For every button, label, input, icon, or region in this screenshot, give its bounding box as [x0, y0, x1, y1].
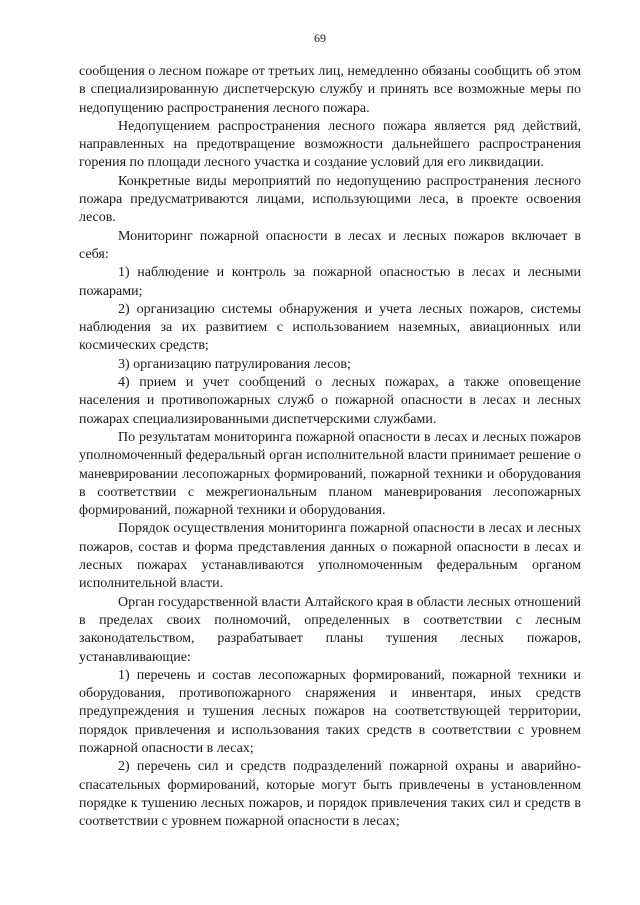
- list-item-monitoring-3: 3) организацию патрулирования лесов;: [118, 356, 351, 372]
- paragraph-fire-report-continuation: сообщения о лесном пожаре от третьих лиц, немедленно обязаны сообщить об этом в специализированную диспетчерскую службу и принять все возможные меры по недопущению распространения лесного пожара.: [79, 64, 581, 116]
- document-body: [79, 63, 581, 831]
- list-item-plan-2: 2) перечень сил и средств подразделений пожарной охраны и аварийно-спасательных формирований, которые могут быть привлечены в установленном порядке к тушению лесных пожаров, и порядок привлечения таких сил и средств в соответствии с уровнем пожарной опасности в лесах;: [79, 759, 581, 830]
- list-item-monitoring-1: 1) наблюдение и контроль за пожарной опасностью в лесах и лесными пожарами;: [79, 265, 581, 299]
- list-item-plan-1: 1) перечень и состав лесопожарных формирований, пожарной техники и оборудования, противопожарного снаряжения и инвентаря, иных средств предупреждения и тушения лесных пожаров на соответствующей территории, порядок привлечения и использования таких средств в соответствии с уровнем пожарной опасности в лесах;: [79, 667, 581, 756]
- list-item-monitoring-2: 2) организацию системы обнаружения и учета лесных пожаров, системы наблюдения за их развитием с использованием наземных, авиационных или космических средств;: [79, 301, 581, 354]
- paragraph-monitoring-results: По результатам мониторинга пожарной опасности в лесах и лесных пожаров уполномоченный федеральный орган исполнительной власти принимает решение о маневрировании лесопожарных формирований, пожарной техники и оборудования в соответствии с межрегиональным планом маневрирования лесопожарных формирований, пожарной техники и оборудования.: [79, 429, 581, 519]
- list-item-monitoring-4: 4) прием и учет сообщений о лесных пожарах, а также оповещение населения и противопожарных служб о пожарной опасности в лесах и лесных пожарах специализированными диспетчерскими службами.: [79, 375, 581, 427]
- paragraph-specific-measures: Конкретные виды мероприятий по недопущению распространения лесного пожара предусматриваются лицами, использующими леса, в проекте освоения лесов.: [79, 173, 581, 226]
- paragraph-monitoring-procedure: Порядок осуществления мониторинга пожарной опасности в лесах и лесных пожаров, состав и форма представления данных о пожарной опасности в лесах и лесных пожарах устанавливаются уполномоченным федеральным органом исполнительной власти.: [79, 521, 581, 592]
- page-number: 69: [314, 31, 326, 45]
- paragraph-monitoring-intro: Мониторинг пожарной опасности в лесах и лесных пожаров включает в себя:: [79, 228, 581, 262]
- paragraph-regional-authority: Орган государственной власти Алтайского края в области лесных отношений в пределах своих полномочий, определенных в соответствии с лесным законодательством, разрабатывает планы тушения лесных пожаров, устанавливающие:: [79, 594, 581, 665]
- paragraph-spread-prevention-definition: Недопущением распространения лесного пожара является ряд действий, направленных на предотвращение возможности дальнейшего распространения горения по площади лесного участка и создание условий для его ликвидации.: [79, 118, 581, 171]
